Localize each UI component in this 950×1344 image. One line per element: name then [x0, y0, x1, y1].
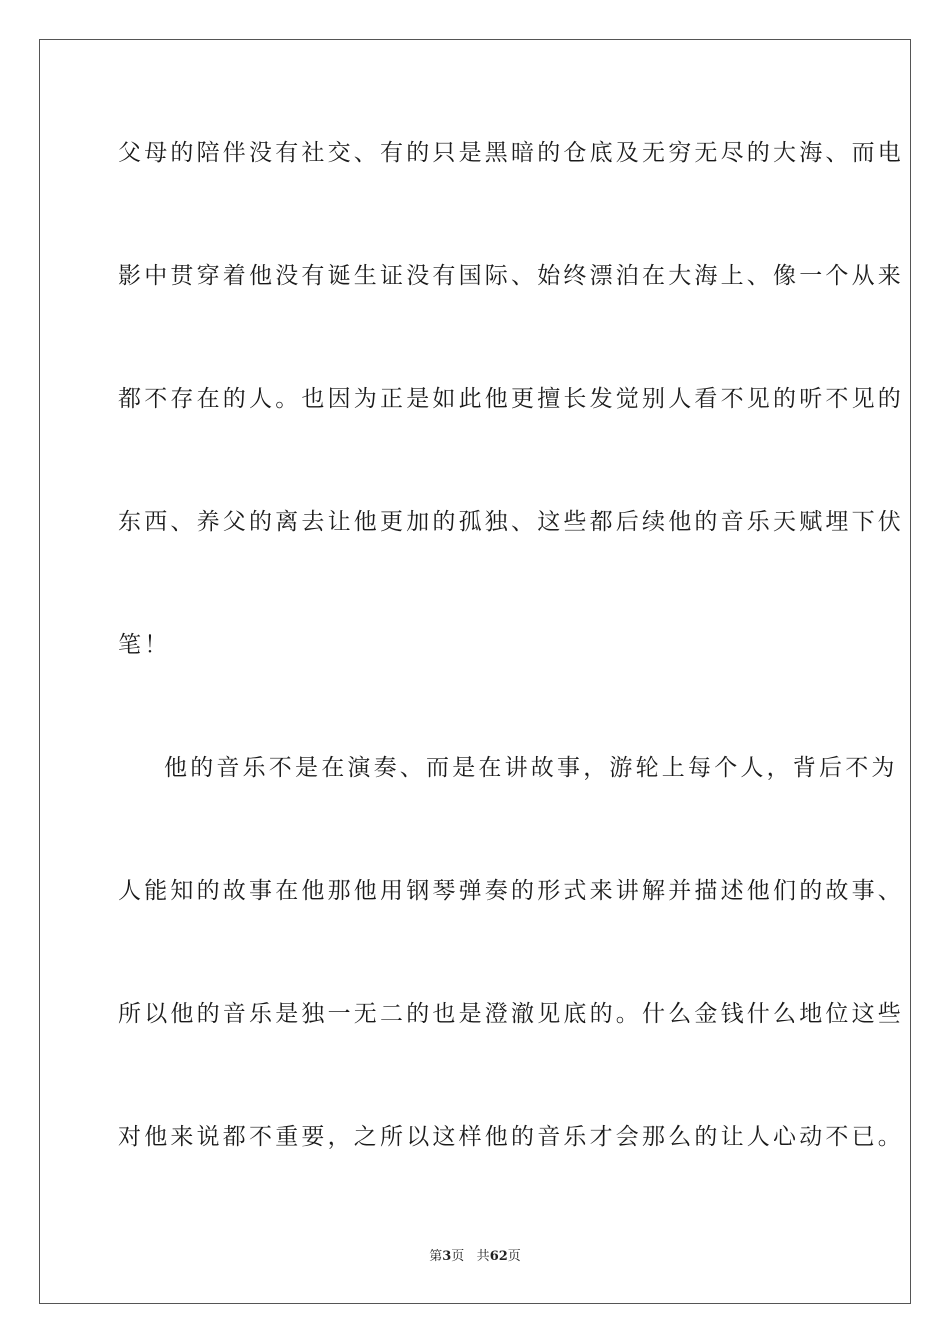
total-suffix: 页 [507, 1249, 521, 1264]
paragraph-line-6: 他的音乐不是在演奏、而是在讲故事，游轮上每个人，背后不为 [164, 755, 898, 781]
paragraph-line-7: 人能知的故事在他那他用钢琴弹奏的形式来讲解并描述他们的故事、 [118, 878, 904, 904]
paragraph-line-3: 都不存在的人。也因为正是如此他更擅长发觉别人看不见的听不见的 [118, 386, 904, 412]
paragraph-line-8: 所以他的音乐是独一无二的也是澄澈见底的。什么金钱什么地位这些 [118, 1001, 904, 1027]
total-pages: 62 [489, 1249, 508, 1264]
page-border [39, 39, 911, 1304]
paragraph-line-5: 笔！ [118, 632, 171, 658]
paragraph-line-1: 父母的陪伴没有社交、有的只是黑暗的仓底及无穷无尽的大海、而电 [118, 140, 904, 166]
page-footer [0, 1248, 950, 1266]
page-suffix: 页 [451, 1249, 465, 1264]
page-prefix: 第 [429, 1249, 443, 1264]
page-number: 3 [442, 1249, 452, 1264]
paragraph-line-9: 对他来说都不重要，之所以这样他的音乐才会那么的让人心动不已。 [118, 1124, 904, 1150]
paragraph-line-4: 东西、养父的离去让他更加的孤独、这些都后续他的音乐天赋埋下伏 [118, 509, 904, 535]
paragraph-line-2: 影中贯穿着他没有诞生证没有国际、始终漂泊在大海上、像一个从来 [118, 263, 904, 289]
total-prefix: 共 [476, 1249, 490, 1264]
